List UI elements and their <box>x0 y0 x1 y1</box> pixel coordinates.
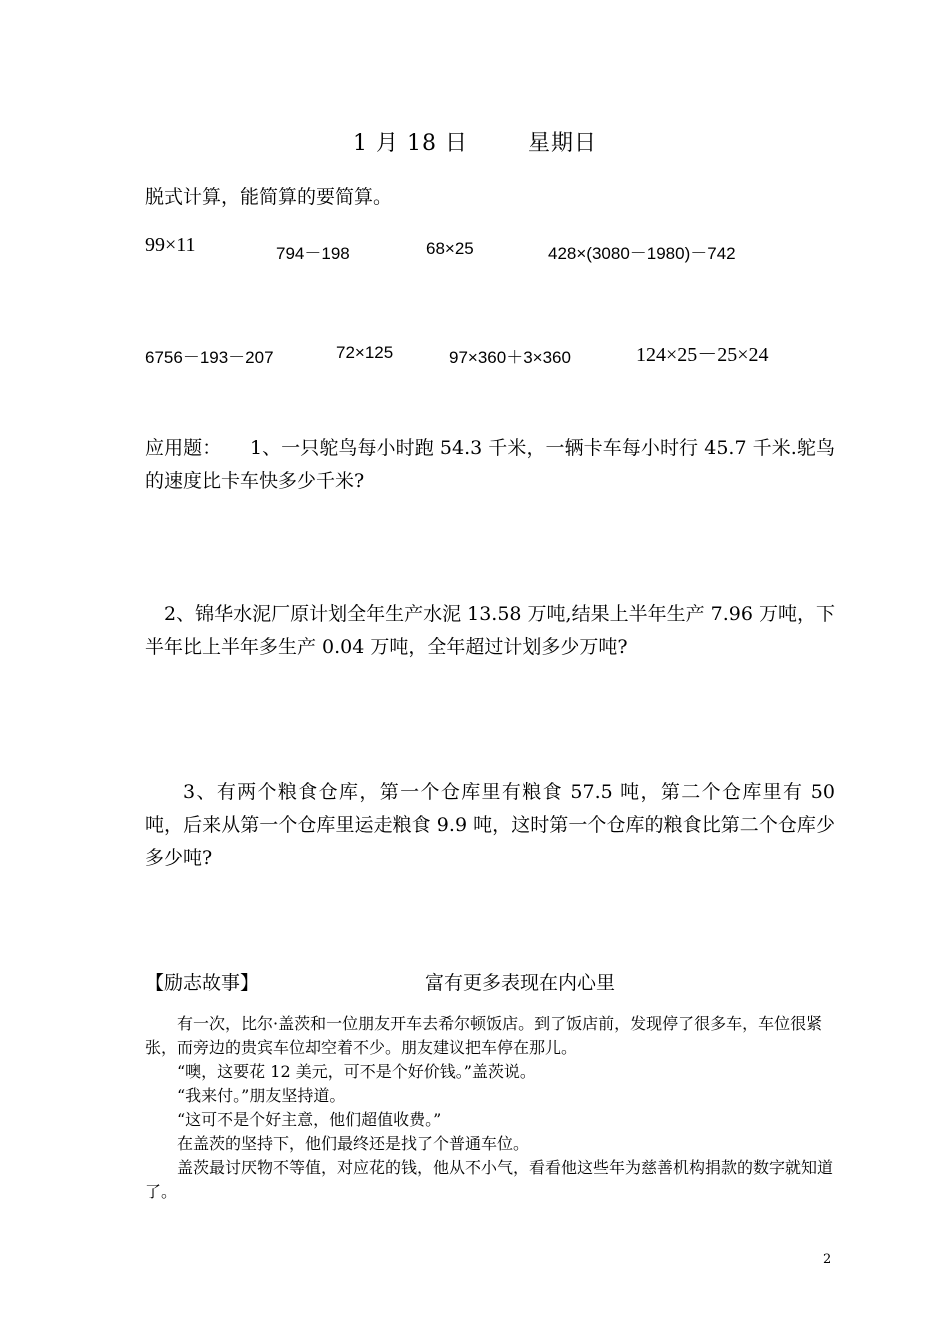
calc-item: 99×11 <box>145 234 196 256</box>
page-title <box>0 126 950 157</box>
calc-item: 124×25－25×24 <box>636 344 769 366</box>
story-paragraph: 盖茨最讨厌物不等值，对应花的钱，他从不小气，看看他这些年为慈善机构捐款的数字就知道了。 <box>145 1158 834 1201</box>
calc-instruction: 脱式计算，能简算的要简算。 <box>145 186 393 208</box>
story-body <box>145 1012 835 1204</box>
calc-item: 794－198 <box>276 244 350 263</box>
title-date: 1 月 18 日 <box>353 131 468 156</box>
story-paragraph: 在盖茨的坚持下，他们最终还是找了个普通车位。 <box>177 1134 530 1153</box>
problem-2: 2、锦华水泥厂原计划全年生产水泥 13.58 万吨,结果上半年生产 7.96 万吨，下半年比上半年多生产 0.04 万吨，全年超过计划多少万吨? <box>145 603 835 658</box>
title-weekday: 星期日 <box>527 131 597 156</box>
page-number: 2 <box>823 1252 832 1267</box>
calc-item: 68×25 <box>426 239 474 258</box>
calc-item: 6756－193－207 <box>145 348 274 367</box>
calc-item: 72×125 <box>336 343 394 362</box>
story-paragraph: 有一次，比尔·盖茨和一位朋友开车去希尔顿饭店。到了饭店前，发现停了很多车，车位很紧张，而旁边的贵宾车位却空着不少。朋友建议把车停在那儿。 <box>145 1014 823 1057</box>
story-paragraph: “这可不是个好主意，他们超值收费。” <box>177 1110 442 1129</box>
calc-item: 97×360＋3×360 <box>449 348 571 367</box>
story-title: 富有更多表现在内心里 <box>425 972 616 994</box>
problem-3: 3、有两个粮食仓库，第一个仓库里有粮食 57.5 吨，第二个仓库里有 50 吨，后来从第一个仓库里运走粮食 9.9 吨，这时第一个仓库的粮食比第二个仓库少多少吨? <box>145 781 835 869</box>
calc-item: 428×(3080－1980)－742 <box>548 244 736 263</box>
story-paragraph: “噢，这要花 12 美元，可不是个好价钱。”盖茨说。 <box>177 1062 536 1081</box>
problem-1: 应用题： 1、一只鸵鸟每小时跑 54.3 千米，一辆卡车每小时行 45.7 千米.鸵鸟的速度比卡车快多少千米? <box>145 437 835 492</box>
story-tag: 【励志故事】 <box>145 972 260 994</box>
story-paragraph: “我来付。”朋友坚持道。 <box>177 1086 346 1105</box>
